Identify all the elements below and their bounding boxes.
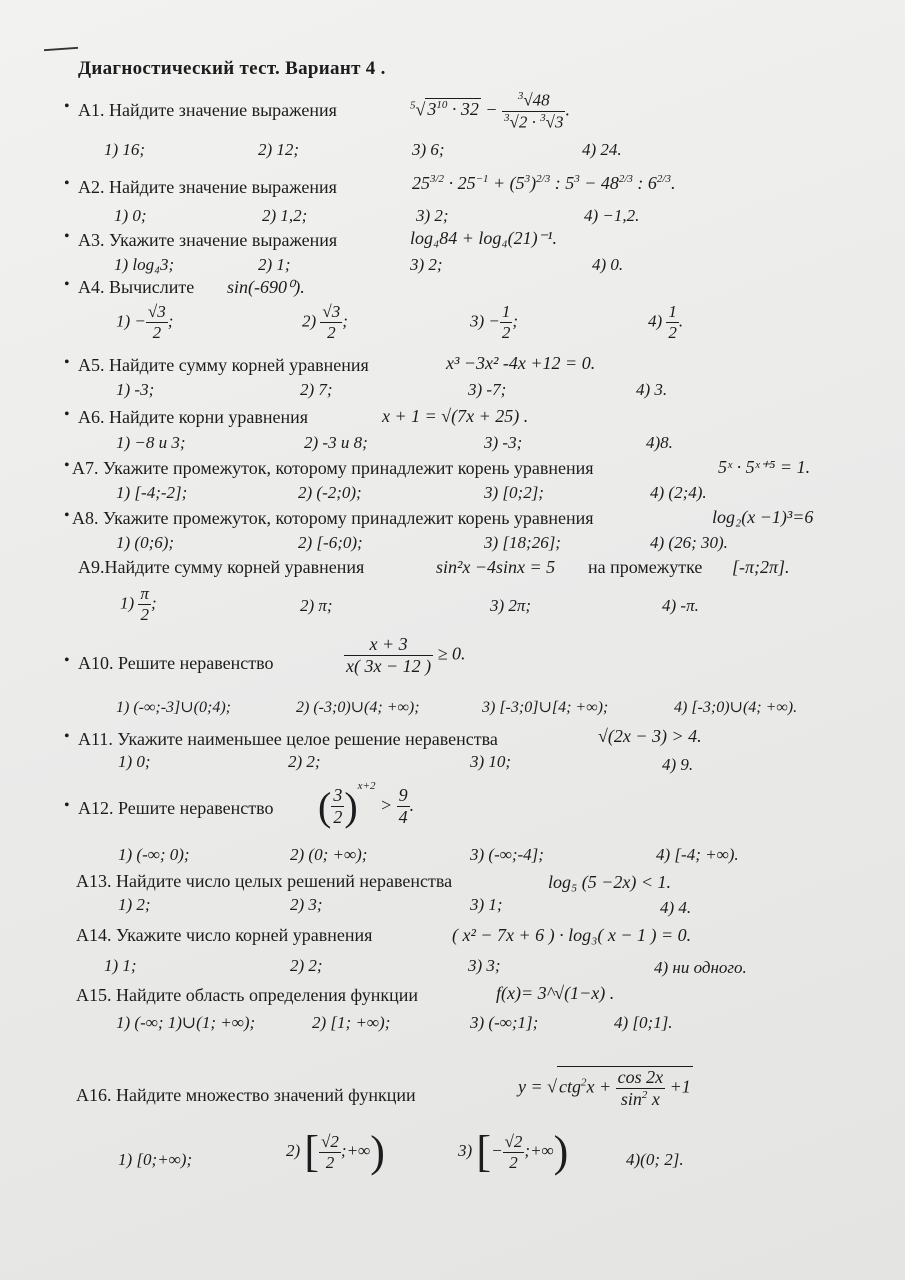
question-a9-option-4: 4) -π. [662,596,699,615]
question-a6-option-3: 3) -3; [484,433,523,452]
question-a1-option-3: 3) 6; [412,140,445,159]
question-a5-option-3: 3) -7; [468,380,507,399]
question-a2-label: A2. Найдите значение выражения [78,177,337,197]
bullet-mark: • [64,228,70,245]
question-a3-label: A3. Укажите значение выражения [78,230,338,250]
question-a16-option-4: 4)(0; 2]. [626,1150,684,1169]
question-a4-option-1: 1) − $\frac{√3}{2}$ ; [116,302,174,342]
question-a14-expression: ( x² − 7x + 6 ) · log₃( x − 1 ) = 0. [452,925,692,945]
question-a8-label: A8. Укажите промежуток, которому принадлежит корень уравнения [72,508,594,528]
question-a5-option-1: 1) -3; [116,380,155,399]
question-a5-option-2: 2) 7; [300,380,333,399]
question-a11-expression: √(2x − 3) > 4. [598,726,702,746]
question-a11-option-1: 1) 0; [118,752,151,771]
bullet-mark: • [64,276,70,293]
question-a13-option-3: 3) 1; [470,895,503,914]
question-a9-expression: sin²x −4sinx = 5 [436,557,556,577]
question-a5-label: A5. Найдите сумму корней уравнения [78,355,369,375]
question-a10-option-2: 2) (-3;0)∪(4; +∞); [296,699,420,716]
question-a6-expression: x + 1 = √(7x + 25) . [382,406,529,426]
question-a12-option-1: 1) (-∞; 0); [118,845,190,864]
question-a9-label: A9.Найдите сумму корней уравнения [78,557,365,577]
question-a16-option-3: 3) [− $\frac{√2}{2}$ ;+∞) [458,1127,569,1176]
question-a9-interval: [-π;2π]. [732,557,790,577]
bullet-mark: • [64,507,70,524]
question-a3-option-1: 1) log₄3; [114,255,175,274]
question-a8-expression: log₂(x −1)³=6 [712,507,814,527]
question-a12-option-3: 3) (-∞;-4]; [470,845,544,864]
question-a3-option-4: 4) 0. [592,255,624,274]
bullet-mark: • [64,354,70,371]
question-a10-label: A10. Решите неравенство [78,653,274,673]
bullet-mark: • [64,406,70,423]
bullet-mark: • [64,457,70,474]
question-a3-option-2: 2) 1; [258,255,291,274]
question-a10-option-4: 4) [-3;0)∪(4; +∞). [674,699,798,716]
question-a1-expression: $^5$√ $3^{10} \cdot 32$ − $\frac{^3√48}{^3√2 \cdot ^3√3}$ . [410,90,570,132]
question-a12-label: A12. Решите неравенство [78,798,274,818]
question-a3-option-3: 3) 2; [410,255,443,274]
question-a6-option-2: 2) -3 и 8; [304,433,368,452]
question-a7-label: A7. Укажите промежуток, которому принадлежит корень уравнения [72,458,594,478]
question-a8-option-4: 4) (26; 30). [650,533,728,552]
question-a3-expression: log₄84 + log₄(21)⁻¹. [410,228,558,248]
question-a15-option-4: 4) [0;1]. [614,1013,673,1032]
question-a7-option-4: 4) (2;4). [650,483,707,502]
question-a9-option-3: 3) 2π; [490,596,532,615]
question-a5-option-4: 4) 3. [636,380,668,399]
question-a4-label: A4. Вычислите [78,277,195,297]
question-a2-option-4: 4) −1,2. [584,206,640,225]
question-a10-expression: $\frac{x + 3}{x( 3x - 12 )}$ ≥ 0. [346,634,466,676]
question-a8-option-3: 3) [18;26]; [484,533,561,552]
question-a15-expression: f(x)= 3^√(1−x) . [496,983,615,1003]
question-a9-option-1: 1) $\frac{\pi}{2}$ ; [120,584,157,624]
question-a12-option-2: 2) (0; +∞); [290,845,368,864]
bullet-mark: • [64,652,70,669]
question-a13-option-1: 1) 2; [118,895,151,914]
bullet-mark: • [64,728,70,745]
question-a8-option-2: 2) [-6;0); [298,533,363,552]
question-a4-option-3: 3) − $\frac{1}{2}$ ; [470,302,519,342]
question-a14-label: A14. Укажите число корней уравнения [76,925,373,945]
question-a13-label: A13. Найдите число целых решений неравенства [76,871,453,891]
question-a13-option-2: 2) 3; [290,895,323,914]
question-a7-expression: 5ˣ · 5ˣ⁺⁵ = 1. [718,457,811,477]
question-a10-option-1: 1) (-∞;-3]∪(0;4); [116,699,231,716]
question-a9-suffix: на промежутке [588,557,703,577]
question-a6-option-1: 1) −8 и 3; [116,433,186,452]
question-a6-option-4: 4)8. [646,433,673,452]
question-a9-option-2: 2) π; [300,596,333,615]
question-a11-option-3: 3) 10; [470,752,512,771]
question-a11-label: A11. Укажите наименьшее целое решение неравенства [78,729,498,749]
question-a7-option-2: 2) (-2;0); [298,483,362,502]
bullet-mark: • [64,797,70,814]
question-a2-option-3: 3) 2; [416,206,449,225]
question-a14-option-2: 2) 2; [290,956,323,975]
question-a1-option-1: 1) 16; [104,140,146,159]
question-a16-expression: y = √ ctg$^2$x + $\frac{\cos 2x}{\sin^2 x}$ +1 [518,1067,691,1109]
bullet-mark: • [64,175,70,192]
question-a2-option-1: 1) 0; [114,206,147,225]
question-a8-option-1: 1) (0;6); [116,533,175,552]
pen-mark [44,47,78,51]
question-a7-option-1: 1) [-4;-2]; [116,483,188,502]
question-a16-option-1: 1) [0;+∞); [118,1150,193,1169]
question-a4-option-4: 4) $\frac{1}{2}$ . [648,302,684,342]
question-a15-option-3: 3) (-∞;1]; [470,1013,539,1032]
question-a16-option-2: 2) [ $\frac{√2}{2}$ ;+∞) [286,1127,385,1176]
page-title: Диагностический тест. Вариант 4 . [78,58,386,79]
question-a11-option-4: 4) 9. [662,755,694,774]
question-a16-label: A16. Найдите множество значений функции [76,1085,416,1105]
question-a4-option-2: 2) $\frac{√3}{2}$ ; [302,302,348,342]
question-a10-option-3: 3) [-3;0]∪[4; +∞); [482,699,609,716]
question-a15-option-1: 1) (-∞; 1)∪(1; +∞); [116,1013,256,1032]
question-a6-label: A6. Найдите корни уравнения [78,407,309,427]
question-a15-label: A15. Найдите область определения функции [76,985,419,1005]
bullet-mark: • [64,98,70,115]
question-a7-option-3: 3) [0;2]; [484,483,544,502]
question-a13-expression: log₅ (5 −2x) < 1. [548,872,672,892]
question-a2-expression: $25^{3/2} \cdot 25^{-1} + (5^3)^{2/3}$ : $5^3 - 48^{2/3}$ : $6^{2/3}$. [412,173,676,193]
question-a12-option-4: 4) [-4; +∞). [656,845,739,864]
question-a14-option-1: 1) 1; [104,956,137,975]
question-a13-option-4: 4) 4. [660,898,692,917]
question-a14-option-4: 4) ни одного. [654,958,747,977]
question-a5-expression: x³ −3x² -4x +12 = 0. [446,353,596,373]
question-a4-expression: sin(-690⁰). [227,277,305,297]
question-a2-option-2: 2) 1,2; [262,206,308,225]
question-a1-option-2: 2) 12; [258,140,300,159]
question-a15-option-2: 2) [1; +∞); [312,1013,391,1032]
question-a1-label: A1. Найдите значение выражения [78,100,337,120]
question-a11-option-2: 2) 2; [288,752,321,771]
question-a14-option-3: 3) 3; [468,956,501,975]
question-a1-option-4: 4) 24. [582,140,622,159]
question-a12-expression: ( $\frac{3}{2}$ )$^{x+2}$ > $\frac{9}{4}$ . [318,780,415,829]
